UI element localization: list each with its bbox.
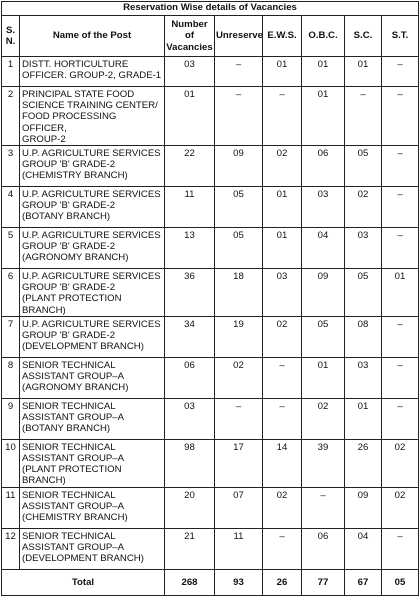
serial-number: 6 — [2, 269, 20, 317]
st-cell: – — [382, 187, 419, 228]
post-name-line: ASSISTANT GROUP–A — [22, 371, 125, 383]
vacancies-cell: 06 — [165, 357, 215, 398]
table-body — [2, 57, 419, 570]
serial-number: 1 — [2, 57, 20, 87]
sc-cell: 08 — [345, 316, 382, 357]
vacancies-cell: 11 — [165, 187, 215, 228]
sc-cell: 04 — [345, 528, 382, 569]
post-name — [20, 528, 165, 569]
vacancies-cell: 22 — [165, 146, 215, 187]
st-cell: 01 — [382, 269, 419, 317]
post-name-line: U.P. AGRICULTURE SERVICES — [22, 189, 161, 201]
post-name-line: FOOD PROCESSING OFFICER, — [22, 111, 117, 134]
unreserve-cell: 11 — [215, 528, 263, 569]
post-name-line: (AGRONOMY BRANCH) — [22, 252, 129, 264]
table-row — [2, 357, 419, 398]
post-name-line: DISTT. HORTICULTURE — [22, 59, 129, 70]
sc-cell: 02 — [345, 187, 382, 228]
serial-number: 12 — [2, 528, 20, 569]
vacancies-cell: 13 — [165, 228, 215, 269]
serial-number: 5 — [2, 228, 20, 269]
post-name-line: GROUP 'B' GRADE-2 — [22, 282, 116, 294]
obc-cell: 02 — [302, 398, 345, 439]
total-ews: 26 — [263, 569, 302, 595]
serial-number: 4 — [2, 187, 20, 228]
vacancies-cell: 03 — [165, 398, 215, 439]
post-name — [20, 439, 165, 487]
ews-cell: 01 — [263, 57, 302, 87]
col-vacancies: Number of Vacancies — [165, 16, 215, 57]
vacancy-table — [1, 1, 419, 596]
serial-number: 7 — [2, 316, 20, 357]
vacancies-cell: 20 — [165, 487, 215, 528]
unreserve-cell: 02 — [215, 357, 263, 398]
table-row — [2, 57, 419, 87]
post-name-line: SENIOR TECHNICAL — [22, 400, 116, 412]
header-row — [2, 16, 419, 57]
col-obc: O.B.C. — [302, 16, 345, 57]
post-name-line: U.P. AGRICULTURE SERVICES — [22, 318, 161, 330]
post-name — [20, 57, 165, 87]
unreserve-cell: 19 — [215, 316, 263, 357]
unreserve-cell: 05 — [215, 228, 263, 269]
post-name-line: ASSISTANT GROUP–A — [22, 453, 125, 465]
st-cell: – — [382, 87, 419, 146]
post-name-line: SENIOR TECHNICAL — [22, 489, 116, 501]
serial-number: 9 — [2, 398, 20, 439]
st-cell: 02 — [382, 487, 419, 528]
post-name-line: SENIOR TECHNICAL — [22, 530, 116, 542]
unreserve-cell: 17 — [215, 439, 263, 487]
post-name-line: U.P. AGRICULTURE SERVICES — [22, 230, 161, 242]
post-name-line: (CHEMISTRY BRANCH) — [22, 170, 128, 182]
sc-cell: 03 — [345, 357, 382, 398]
serial-number: 3 — [2, 146, 20, 187]
post-name-line: (BOTANY BRANCH) — [22, 211, 111, 223]
post-name — [20, 487, 165, 528]
table-row — [2, 228, 419, 269]
col-ews: E.W.S. — [263, 16, 302, 57]
post-name-line: (BOTANY BRANCH) — [22, 423, 111, 435]
ews-cell: 02 — [263, 316, 302, 357]
post-name — [20, 316, 165, 357]
col-unreserve: Unreserve — [215, 16, 263, 57]
col-sc: S.C. — [345, 16, 382, 57]
sc-cell: 01 — [345, 57, 382, 87]
total-row — [2, 569, 419, 595]
col-sn: S. N. — [2, 16, 20, 57]
post-name-line: GROUP-2 — [22, 133, 66, 145]
post-name-line: U.P. AGRICULTURE SERVICES — [22, 271, 161, 283]
unreserve-cell: 18 — [215, 269, 263, 317]
serial-number: 8 — [2, 357, 20, 398]
vacancies-cell: 01 — [165, 87, 215, 146]
post-name — [20, 357, 165, 398]
obc-cell: 01 — [302, 357, 345, 398]
obc-cell: 06 — [302, 528, 345, 569]
sc-cell: 01 — [345, 398, 382, 439]
st-cell: 02 — [382, 439, 419, 487]
vacancies-cell: 36 — [165, 269, 215, 317]
st-cell: – — [382, 228, 419, 269]
unreserve-cell: 09 — [215, 146, 263, 187]
table-row — [2, 187, 419, 228]
unreserve-cell: – — [215, 398, 263, 439]
table-title: Reservation Wise details of Vacancies — [2, 2, 419, 16]
table-row — [2, 528, 419, 569]
ews-cell: 01 — [263, 187, 302, 228]
post-name — [20, 228, 165, 269]
st-cell: – — [382, 57, 419, 87]
post-name-line: (DEVELOPMENT BRANCH) — [22, 341, 144, 353]
post-name-line: OFFICER. GROUP-2, GRADE-1 — [22, 70, 162, 82]
post-name-line: SENIOR TECHNICAL — [22, 441, 116, 453]
unreserve-cell: 05 — [215, 187, 263, 228]
table-row — [2, 398, 419, 439]
post-name — [20, 269, 165, 317]
post-name-line: (AGRONOMY BRANCH) — [22, 382, 129, 394]
total-sc: 67 — [345, 569, 382, 595]
table-row — [2, 146, 419, 187]
st-cell: – — [382, 316, 419, 357]
post-name — [20, 146, 165, 187]
obc-cell: 03 — [302, 187, 345, 228]
post-name-line: GROUP 'B' GRADE-2 — [22, 159, 116, 171]
obc-cell: 09 — [302, 269, 345, 317]
table-row — [2, 316, 419, 357]
sc-cell: 03 — [345, 228, 382, 269]
unreserve-cell: – — [215, 87, 263, 146]
obc-cell: 04 — [302, 228, 345, 269]
st-cell: – — [382, 146, 419, 187]
post-name-line: GROUP 'B' GRADE-2 — [22, 330, 116, 342]
ews-cell: – — [263, 87, 302, 146]
ews-cell: – — [263, 398, 302, 439]
col-st: S.T. — [382, 16, 419, 57]
sc-cell: 05 — [345, 146, 382, 187]
post-name-line: ASSISTANT GROUP–A — [22, 412, 125, 424]
post-name-line: (DEVELOPMENT BRANCH) — [22, 553, 144, 565]
table-row — [2, 269, 419, 317]
ews-cell: 02 — [263, 146, 302, 187]
post-name-line: (PLANT PROTECTION BRANCH) — [22, 293, 122, 316]
post-name — [20, 187, 165, 228]
total-st: 05 — [382, 569, 419, 595]
post-name-line: (PLANT PROTECTION BRANCH) — [22, 464, 122, 487]
post-name-line: GROUP 'B' GRADE-2 — [22, 241, 116, 253]
vacancies-cell: 03 — [165, 57, 215, 87]
col-post: Name of the Post — [20, 16, 165, 57]
unreserve-cell: 07 — [215, 487, 263, 528]
post-name-line: ASSISTANT GROUP–A — [22, 500, 125, 512]
obc-cell: – — [302, 487, 345, 528]
post-name-line: SCIENCE TRAINING CENTER/ — [22, 100, 158, 112]
obc-cell: 05 — [302, 316, 345, 357]
st-cell: – — [382, 357, 419, 398]
st-cell: – — [382, 398, 419, 439]
obc-cell: 39 — [302, 439, 345, 487]
table-row — [2, 87, 419, 146]
vacancies-cell: 98 — [165, 439, 215, 487]
obc-cell: 01 — [302, 87, 345, 146]
serial-number: 11 — [2, 487, 20, 528]
ews-cell: – — [263, 528, 302, 569]
total-label: Total — [2, 569, 165, 595]
post-name-line: SENIOR TECHNICAL — [22, 359, 116, 371]
serial-number: 2 — [2, 87, 20, 146]
sc-cell: – — [345, 87, 382, 146]
sc-cell: 09 — [345, 487, 382, 528]
serial-number: 10 — [2, 439, 20, 487]
st-cell: – — [382, 528, 419, 569]
ews-cell: – — [263, 357, 302, 398]
post-name-line: GROUP 'B' GRADE-2 — [22, 200, 116, 212]
sc-cell: 05 — [345, 269, 382, 317]
unreserve-cell: – — [215, 57, 263, 87]
post-name-line: (CHEMISTRY BRANCH) — [22, 512, 128, 524]
post-name-line: PRINCIPAL STATE FOOD — [22, 89, 135, 100]
vacancies-cell: 34 — [165, 316, 215, 357]
post-name-line: ASSISTANT GROUP–A — [22, 541, 125, 553]
total-unreserve: 93 — [215, 569, 263, 595]
ews-cell: 02 — [263, 487, 302, 528]
ews-cell: 01 — [263, 228, 302, 269]
post-name — [20, 87, 165, 146]
vacancies-cell: 21 — [165, 528, 215, 569]
obc-cell: 06 — [302, 146, 345, 187]
total-obc: 77 — [302, 569, 345, 595]
ews-cell: 03 — [263, 269, 302, 317]
total-vacancies: 268 — [165, 569, 215, 595]
table-row — [2, 487, 419, 528]
sc-cell: 26 — [345, 439, 382, 487]
table-row — [2, 439, 419, 487]
post-name — [20, 398, 165, 439]
post-name-line: U.P. AGRICULTURE SERVICES — [22, 148, 161, 160]
obc-cell: 01 — [302, 57, 345, 87]
ews-cell: 14 — [263, 439, 302, 487]
